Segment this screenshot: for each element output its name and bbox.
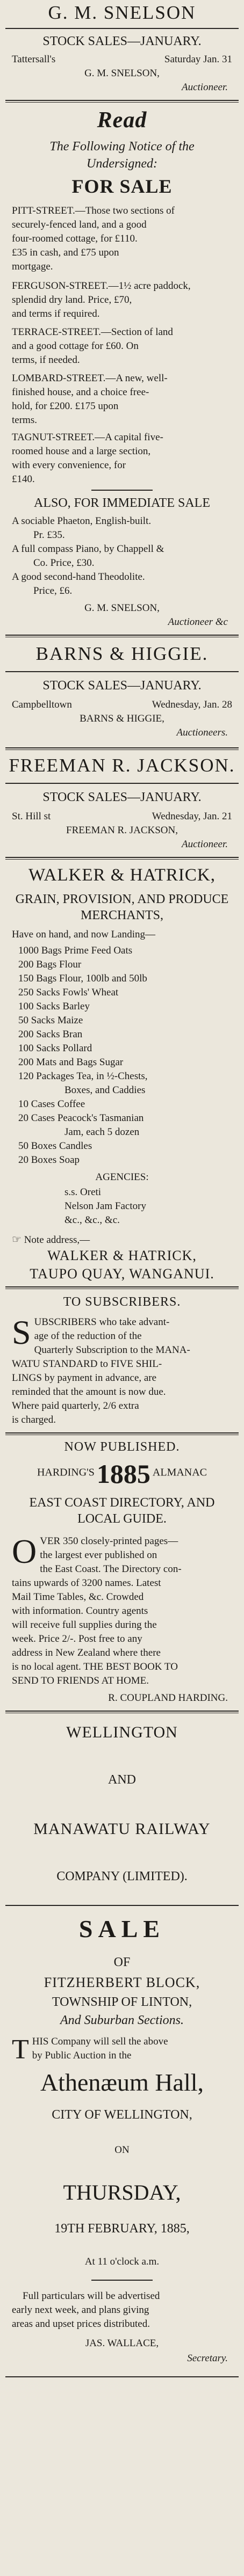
- harding-tail: ALMANAC: [152, 1466, 207, 1479]
- body-line: the largest ever published on: [40, 1549, 157, 1561]
- suburban-sections: And Suburban Sections.: [60, 2013, 184, 2027]
- barns-stock-sales: STOCK SALES—JANUARY.: [42, 679, 202, 693]
- body-line: SEND TO FRIENDS AT HOME.: [12, 1675, 149, 1686]
- immediate-sale-heading: ALSO, FOR IMMEDIATE SALE: [33, 496, 210, 510]
- listing-line: hold, for £200. £175 upon: [12, 401, 119, 412]
- body-line: week. Price 2/-. Post free to any: [12, 1633, 142, 1644]
- particulars: [0, 2289, 244, 2331]
- stock-line: 200 Mats and Bags Sugar: [18, 1057, 124, 1068]
- divider: [91, 2280, 153, 2281]
- divider: [5, 635, 239, 636]
- divider: [5, 859, 239, 860]
- read-signature-name: G. M. SNELSON,: [84, 602, 160, 614]
- freeman-name: FREEMAN R. JACKSON,: [66, 825, 178, 836]
- listing-line: £35 in cash, and £75 upon: [12, 247, 119, 258]
- listing-line: roomed house and a large section,: [12, 446, 151, 457]
- railway-body: [0, 2035, 244, 2063]
- agency-line: Nelson Jam Factory: [64, 1200, 146, 1212]
- harding-signature: R. COUPLAND HARDING.: [108, 1692, 228, 1704]
- body-line: WATU STANDARD to FIVE SHIL-: [12, 1358, 162, 1370]
- railway-line-1: WELLINGTON: [66, 1723, 178, 1741]
- barns-role: Auctioneers.: [176, 727, 228, 738]
- railway-line-4: COMPANY (LIMITED).: [56, 1869, 188, 1883]
- walker-agencies-heading: AGENCIES:: [95, 1171, 149, 1183]
- now-published: NOW PUBLISHED.: [64, 1440, 180, 1454]
- divider: [5, 783, 239, 784]
- barns-heading: BARNS & HIGGIE.: [35, 643, 209, 664]
- stock-line: Boxes, and Caddies: [64, 1085, 146, 1096]
- body-line: areas and upset prices distributed.: [12, 2318, 150, 2330]
- item-line: Co. Price, £30.: [33, 557, 95, 569]
- listing-line: LOMBARD-STREET.—A new, well-: [12, 373, 168, 384]
- item-line: Pr. £35.: [33, 529, 65, 541]
- listing-line: and a good cottage for £60. On: [12, 340, 139, 352]
- body-line: will receive full supplies during the: [12, 1619, 157, 1631]
- stock-line: 100 Sacks Pollard: [18, 1043, 92, 1054]
- stock-line: 250 Sacks Fowls' Wheat: [18, 987, 119, 998]
- body-line: Where paid quarterly, 2/6 extra: [12, 1400, 139, 1411]
- read-signature-role: Auctioneer &c: [168, 616, 228, 628]
- body-line: UBSCRIBERS who take advant-: [34, 1316, 170, 1328]
- drop-cap: O: [12, 1532, 37, 1570]
- item-line: A good second-hand Theodolite.: [12, 571, 145, 583]
- township-linton: TOWNSHIP OF LINTON,: [52, 1995, 192, 2009]
- walker-stock-list: [0, 944, 244, 1167]
- drop-cap: T: [12, 2034, 29, 2065]
- stock-line: 100 Sacks Barley: [18, 1001, 90, 1012]
- railway-line-2: AND: [108, 1773, 136, 1787]
- divider: [5, 100, 239, 101]
- walker-agencies-list: [0, 1185, 244, 1227]
- walker-sub-2: MERCHANTS,: [80, 908, 164, 922]
- body-line: reminded that the amount is now due.: [12, 1386, 166, 1398]
- listing-line: terms, if needed.: [12, 354, 80, 366]
- divider: [5, 1286, 239, 1287]
- snelson-name: G. M. SNELSON,: [84, 68, 160, 79]
- sale-date: 19TH FEBRUARY, 1885,: [54, 2222, 190, 2236]
- harding-title: [0, 1458, 244, 1489]
- body-line: early next week, and plans giving: [12, 2304, 149, 2316]
- ferguson-street-listing: [0, 279, 244, 321]
- pitt-street-listing: [0, 204, 244, 274]
- subscribers-body: [0, 1315, 244, 1427]
- subscribers-heading: TO SUBSCRIBERS.: [63, 1295, 181, 1309]
- harding-sub-2: LOCAL GUIDE.: [77, 1512, 167, 1526]
- sale-place: Campbelltown: [12, 699, 72, 710]
- divider: [5, 671, 239, 672]
- read-intro-2: Undersigned:: [87, 157, 157, 171]
- listing-line: and terms if required.: [12, 308, 100, 319]
- listing-line: PITT-STREET.—Those two sections of: [12, 205, 175, 216]
- divider: [5, 28, 239, 29]
- listing-line: £140.: [12, 474, 35, 485]
- body-line: VER 350 closely-printed pages—: [40, 1536, 178, 1547]
- thursday: THURSDAY,: [63, 2180, 181, 2204]
- stock-line: Jam, each 5 dozen: [64, 1126, 140, 1138]
- stock-line: 150 Bags Flour, 100lb and 50lb: [18, 973, 147, 984]
- divider: [5, 1905, 239, 1906]
- stock-line: 20 Boxes Soap: [18, 1154, 80, 1166]
- walker-note-row: [0, 1233, 244, 1247]
- railway-line-3: MANAWATU RAILWAY: [33, 1820, 211, 1838]
- body-line: address in New Zealand where there: [12, 1647, 161, 1658]
- body-line: Mail Time Tables, &c. Crowded: [12, 1591, 144, 1603]
- stock-line: 200 Bags Flour: [18, 959, 82, 970]
- barns-sale-row: [0, 698, 244, 712]
- harding-year: 1885: [96, 1459, 150, 1489]
- walker-heading: WALKER & HATRICK,: [28, 865, 216, 885]
- listing-line: securely-fenced land, and a good: [12, 219, 147, 230]
- divider: [91, 490, 153, 491]
- stock-line: 10 Cases Coffee: [18, 1098, 85, 1110]
- tagnut-street-listing: [0, 431, 244, 486]
- item-line: A sociable Phaeton, English-built.: [12, 515, 152, 527]
- snelson-heading: G. M. SNELSON: [48, 2, 196, 23]
- sale-time: At 11 o'clock a.m.: [84, 2256, 160, 2267]
- sale-heading: SALE: [78, 1915, 166, 1942]
- sale-of: OF: [113, 1955, 131, 1969]
- divider: [5, 747, 239, 748]
- walker-sub-1: GRAIN, PROVISION, AND PRODUCE: [15, 892, 229, 906]
- snelson-role: Auctioneer.: [181, 82, 228, 93]
- item-line: A full compass Piano, by Chappell &: [12, 543, 164, 555]
- divider: [5, 2376, 239, 2377]
- body-line: age of the reduction of the: [34, 1330, 142, 1342]
- immediate-sale-items: [0, 514, 244, 598]
- body-line: Full particulars will be advertised: [23, 2290, 160, 2302]
- freeman-stock-sales: STOCK SALES—JANUARY.: [42, 790, 202, 804]
- snelson-sale-row: [0, 53, 244, 67]
- walker-address: TAUPO QUAY, WANGANUI.: [30, 1266, 214, 1282]
- sale-date: Saturday Jan. 31: [164, 54, 232, 65]
- secretary-role: Secretary.: [187, 2353, 228, 2364]
- body-line: is no local agent. THE BEST BOOK TO: [12, 1661, 178, 1672]
- listing-line: splendid dry land. Price, £70,: [12, 294, 132, 305]
- listing-line: FERGUSON-STREET.—1½ acre paddock,: [12, 280, 191, 292]
- harding-sub-1: EAST COAST DIRECTORY, AND: [29, 1496, 215, 1510]
- stock-line: 20 Cases Peacock's Tasmanian: [18, 1112, 144, 1124]
- body-line: Quarterly Subscription to the MANA-: [34, 1344, 190, 1356]
- harding-lead: HARDING'S: [37, 1466, 95, 1479]
- walker-note: Note address,—: [24, 1234, 90, 1246]
- body-line: tains upwards of 3200 names. Latest: [12, 1577, 161, 1589]
- read-intro-1: The Following Notice of the: [49, 140, 195, 154]
- pointing-hand-icon: ☞: [12, 1234, 21, 1246]
- terrace-street-listing: [0, 325, 244, 367]
- stock-line: 1000 Bags Prime Feed Oats: [18, 945, 133, 956]
- walker-have-on-hand: Have on hand, and now Landing—: [12, 929, 155, 940]
- listing-line: with every convenience, for: [12, 460, 126, 471]
- listing-line: finished house, and a choice free-: [12, 387, 149, 398]
- agency-line: &c., &c., &c.: [64, 1214, 120, 1226]
- body-line: the East Coast. The Directory con-: [40, 1563, 182, 1575]
- snelson-stock-sales: STOCK SALES—JANUARY.: [42, 34, 202, 48]
- stock-line: 50 Sacks Maize: [18, 1015, 83, 1026]
- stock-line: 200 Sacks Bran: [18, 1029, 83, 1040]
- freeman-role: Auctioneer.: [181, 839, 228, 850]
- body-line: with information. Country agents: [12, 1605, 148, 1617]
- sale-date: Wednesday, Jan. 28: [152, 699, 232, 710]
- listing-line: TERRACE-STREET.—Section of land: [12, 326, 173, 338]
- listing-line: mortgage.: [12, 261, 53, 272]
- divider: [5, 749, 239, 750]
- item-line: Price, £6.: [33, 585, 73, 596]
- harding-body: [0, 1534, 244, 1688]
- freeman-sale-row: [0, 810, 244, 824]
- city-of-wellington: CITY OF WELLINGTON,: [52, 2108, 192, 2122]
- divider: [5, 857, 239, 858]
- listing-line: TAGNUT-STREET.—A capital five-: [12, 432, 163, 443]
- sale-place: Tattersall's: [12, 54, 56, 65]
- body-line: by Public Auction in the: [32, 2050, 132, 2061]
- divider: [5, 102, 239, 103]
- listing-line: terms.: [12, 414, 37, 426]
- sale-date: Wednesday, Jan. 21: [152, 811, 232, 822]
- sale-place: St. Hill st: [12, 811, 51, 822]
- for-sale-heading: FOR SALE: [71, 176, 173, 197]
- on-label: ON: [114, 2144, 130, 2156]
- fitzherbert-block: FITZHERBERT BLOCK,: [44, 1975, 200, 1990]
- body-line: HIS Company will sell the above: [32, 2036, 168, 2047]
- read-heading: Read: [97, 108, 147, 133]
- divider: [5, 1711, 239, 1712]
- divider: [5, 1432, 239, 1433]
- lombard-street-listing: [0, 372, 244, 427]
- body-line: LINGS by payment in advance, are: [12, 1372, 157, 1384]
- listing-line: four-roomed cottage, for £110.: [12, 233, 138, 244]
- athenaeum-hall: Athenæum Hall,: [40, 2069, 204, 2096]
- stock-line: 50 Boxes Candles: [18, 1140, 92, 1152]
- walker-signature: WALKER & HATRICK,: [47, 1248, 197, 1263]
- barns-name: BARNS & HIGGIE,: [80, 713, 164, 724]
- freeman-heading: FREEMAN R. JACKSON.: [9, 755, 235, 776]
- body-line: is charged.: [12, 1414, 56, 1425]
- stock-line: 120 Packages Tea, in ½-Chests,: [18, 1071, 148, 1082]
- secretary-name: JAS. WALLACE,: [85, 2338, 159, 2349]
- drop-cap: S: [12, 1313, 31, 1351]
- agency-line: s.s. Oreti: [64, 1187, 102, 1198]
